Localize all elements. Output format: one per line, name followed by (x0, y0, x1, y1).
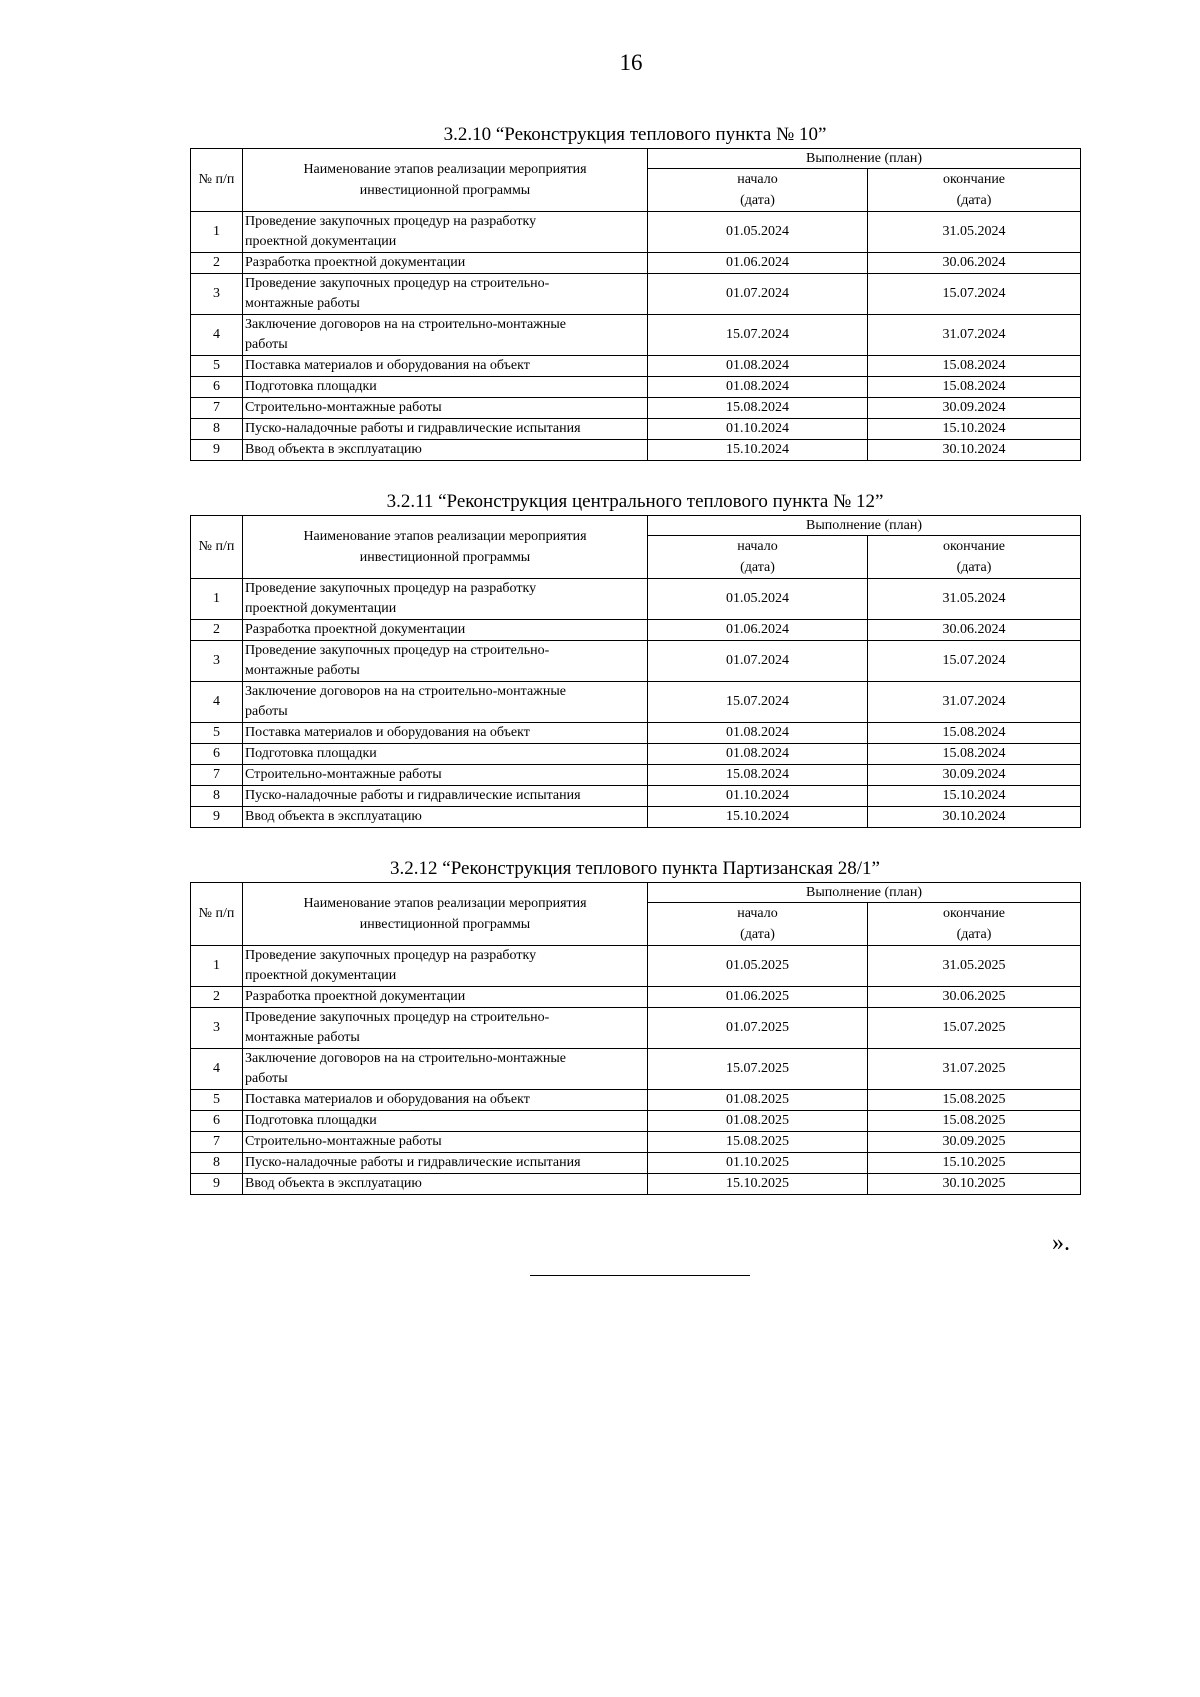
table-row (191, 987, 1081, 1008)
table-row (191, 274, 1081, 315)
row-name: Разработка проектной документации (243, 253, 648, 274)
row-name-line2: монтажные работы (245, 296, 360, 311)
table-row (191, 1049, 1081, 1090)
row-start-date: 01.06.2024 (648, 620, 868, 641)
row-name (243, 212, 648, 253)
row-name-line2: проектной документации (245, 601, 397, 616)
header-name-line2: инвестиционной программы (359, 183, 531, 198)
header-start (648, 903, 868, 946)
row-end-date: 30.09.2024 (868, 765, 1081, 786)
row-name (243, 641, 648, 682)
header-num: № п/п (191, 516, 243, 579)
row-start-date: 01.05.2024 (648, 579, 868, 620)
row-end-date: 30.06.2025 (868, 987, 1081, 1008)
row-end-date: 30.09.2025 (868, 1132, 1081, 1153)
page-number: 16 (619, 50, 643, 75)
row-name-line2: монтажные работы (245, 663, 360, 678)
row-end-date: 15.08.2024 (868, 377, 1081, 398)
row-end-date: 31.05.2024 (868, 579, 1081, 620)
row-name (243, 579, 648, 620)
header-execution: Выполнение (план) (648, 883, 1081, 903)
table-row (191, 641, 1081, 682)
row-start-date: 01.10.2024 (648, 419, 868, 440)
row-name (243, 274, 648, 315)
table-row (191, 398, 1081, 419)
table-row (191, 419, 1081, 440)
row-name: Разработка проектной документации (243, 987, 648, 1008)
row-name-line2: проектной документации (245, 968, 397, 983)
schedule-table (190, 882, 1081, 1195)
row-num: 3 (191, 1008, 243, 1049)
schedule-table (190, 148, 1081, 461)
row-start-date: 15.10.2025 (648, 1174, 868, 1195)
end-divider (530, 1275, 750, 1276)
row-start-date: 01.10.2025 (648, 1153, 868, 1174)
row-start-date: 01.07.2024 (648, 274, 868, 315)
row-name-line1: Проведение закупочных процедур на разработку (245, 948, 537, 963)
row-num: 3 (191, 641, 243, 682)
table-row (191, 315, 1081, 356)
row-num: 7 (191, 1132, 243, 1153)
row-num: 1 (191, 212, 243, 253)
row-name: Строительно-монтажные работы (243, 765, 648, 786)
row-name-line2: работы (245, 1071, 288, 1086)
row-num: 7 (191, 765, 243, 786)
header-end-line1: окончание (942, 172, 1006, 187)
table-row (191, 620, 1081, 641)
header-end-line2: (дата) (956, 193, 992, 208)
row-end-date: 31.07.2024 (868, 682, 1081, 723)
row-name-line1: Заключение договоров на на строительно-монтажные (245, 684, 566, 699)
row-num: 9 (191, 440, 243, 461)
row-name-line2: проектной документации (245, 234, 397, 249)
table-row (191, 1111, 1081, 1132)
row-end-date: 15.08.2024 (868, 744, 1081, 765)
header-start-line1: начало (737, 906, 778, 921)
row-end-date: 31.07.2024 (868, 315, 1081, 356)
row-name: Строительно-монтажные работы (243, 398, 648, 419)
schedule-table (190, 515, 1081, 828)
table-row (191, 1008, 1081, 1049)
header-name (243, 516, 648, 579)
header-num: № п/п (191, 883, 243, 946)
header-start (648, 169, 868, 212)
section-title: 3.2.12 “Реконструкция теплового пункта Партизанская 28/1” (390, 858, 880, 879)
header-start-line1: начало (737, 539, 778, 554)
row-num: 4 (191, 315, 243, 356)
row-name: Поставка материалов и оборудования на объект (243, 723, 648, 744)
row-num: 8 (191, 1153, 243, 1174)
row-num: 7 (191, 398, 243, 419)
table-row (191, 1153, 1081, 1174)
row-name: Подготовка площадки (243, 1111, 648, 1132)
table-row (191, 1090, 1081, 1111)
header-name (243, 149, 648, 212)
header-name-line2: инвестиционной программы (359, 917, 531, 932)
row-num: 5 (191, 723, 243, 744)
row-end-date: 15.10.2024 (868, 786, 1081, 807)
row-end-date: 30.10.2025 (868, 1174, 1081, 1195)
header-end (868, 536, 1081, 579)
row-start-date: 01.08.2024 (648, 744, 868, 765)
row-num: 1 (191, 946, 243, 987)
row-end-date: 15.10.2024 (868, 419, 1081, 440)
row-start-date: 01.08.2025 (648, 1090, 868, 1111)
row-start-date: 01.08.2024 (648, 377, 868, 398)
header-row (191, 516, 1081, 536)
row-num: 1 (191, 579, 243, 620)
row-end-date: 30.10.2024 (868, 807, 1081, 828)
row-name: Пуско-наладочные работы и гидравлические испытания (243, 786, 648, 807)
row-name-line1: Проведение закупочных процедур на строительно- (245, 643, 550, 658)
row-start-date: 01.06.2025 (648, 987, 868, 1008)
table-row (191, 765, 1081, 786)
table-row (191, 253, 1081, 274)
row-start-date: 15.08.2024 (648, 398, 868, 419)
row-num: 9 (191, 807, 243, 828)
header-start-line1: начало (737, 172, 778, 187)
row-name: Пуско-наладочные работы и гидравлические испытания (243, 1153, 648, 1174)
row-start-date: 01.07.2025 (648, 1008, 868, 1049)
header-row (191, 883, 1081, 903)
table-row (191, 212, 1081, 253)
row-end-date: 15.08.2025 (868, 1111, 1081, 1132)
section-title: 3.2.10 “Реконструкция теплового пункта № 10” (443, 124, 827, 145)
row-start-date: 15.10.2024 (648, 440, 868, 461)
row-name-line1: Заключение договоров на на строительно-монтажные (245, 317, 566, 332)
row-start-date: 15.08.2024 (648, 765, 868, 786)
row-name-line2: работы (245, 704, 288, 719)
header-end-line1: окончание (942, 539, 1006, 554)
header-start-line2: (дата) (740, 560, 775, 575)
row-start-date: 01.08.2024 (648, 356, 868, 377)
header-end-line2: (дата) (956, 927, 992, 942)
row-num: 6 (191, 744, 243, 765)
header-name-line2: инвестиционной программы (359, 550, 531, 565)
row-name: Ввод объекта в эксплуатацию (243, 1174, 648, 1195)
row-name-line1: Проведение закупочных процедур на строительно- (245, 1010, 550, 1025)
table-row (191, 356, 1081, 377)
header-end-line2: (дата) (956, 560, 992, 575)
row-end-date: 30.10.2024 (868, 440, 1081, 461)
row-start-date: 01.07.2024 (648, 641, 868, 682)
row-end-date: 15.08.2024 (868, 356, 1081, 377)
section-3-2-11 (190, 489, 1080, 828)
header-row (191, 149, 1081, 169)
header-name (243, 883, 648, 946)
row-name (243, 682, 648, 723)
row-num: 2 (191, 253, 243, 274)
row-num: 3 (191, 274, 243, 315)
row-end-date: 31.05.2025 (868, 946, 1081, 987)
row-name: Подготовка площадки (243, 377, 648, 398)
row-name: Разработка проектной документации (243, 620, 648, 641)
table-row (191, 440, 1081, 461)
row-num: 2 (191, 620, 243, 641)
row-end-date: 15.08.2024 (868, 723, 1081, 744)
header-end-line1: окончание (942, 906, 1006, 921)
row-name (243, 1008, 648, 1049)
section-3-2-10 (190, 122, 1080, 461)
row-start-date: 01.08.2024 (648, 723, 868, 744)
table-row (191, 807, 1081, 828)
row-end-date: 15.07.2024 (868, 641, 1081, 682)
row-start-date: 15.10.2024 (648, 807, 868, 828)
row-name (243, 315, 648, 356)
row-num: 8 (191, 419, 243, 440)
table-row (191, 377, 1081, 398)
row-name-line1: Проведение закупочных процедур на разработку (245, 581, 537, 596)
section-title: 3.2.11 “Реконструкция центрального теплового пункта № 12” (386, 491, 884, 512)
header-execution: Выполнение (план) (648, 149, 1081, 169)
section-3-2-12 (190, 856, 1080, 1195)
row-num: 5 (191, 356, 243, 377)
row-name (243, 1049, 648, 1090)
row-name-line1: Проведение закупочных процедур на строительно- (245, 276, 550, 291)
table-row (191, 946, 1081, 987)
row-num: 8 (191, 786, 243, 807)
header-start-line2: (дата) (740, 927, 775, 942)
row-name-line2: работы (245, 337, 288, 352)
header-end (868, 169, 1081, 212)
header-num: № п/п (191, 149, 243, 212)
row-name: Поставка материалов и оборудования на объект (243, 356, 648, 377)
row-num: 4 (191, 682, 243, 723)
closing-quote: ». (1052, 1230, 1070, 1256)
row-name: Пуско-наладочные работы и гидравлические испытания (243, 419, 648, 440)
row-start-date: 01.06.2024 (648, 253, 868, 274)
table-row (191, 744, 1081, 765)
header-name-line1: Наименование этапов реализации мероприятия (303, 529, 587, 544)
table-row (191, 723, 1081, 744)
row-name-line2: монтажные работы (245, 1030, 360, 1045)
row-num: 5 (191, 1090, 243, 1111)
header-name-line1: Наименование этапов реализации мероприятия (303, 162, 587, 177)
row-name-line1: Проведение закупочных процедур на разработку (245, 214, 537, 229)
table-row (191, 579, 1081, 620)
row-start-date: 01.10.2024 (648, 786, 868, 807)
row-name: Ввод объекта в эксплуатацию (243, 440, 648, 461)
header-start-line2: (дата) (740, 193, 775, 208)
header-end (868, 903, 1081, 946)
row-num: 9 (191, 1174, 243, 1195)
row-start-date: 01.05.2024 (648, 212, 868, 253)
row-num: 4 (191, 1049, 243, 1090)
row-start-date: 01.08.2025 (648, 1111, 868, 1132)
row-start-date: 01.05.2025 (648, 946, 868, 987)
row-end-date: 15.07.2024 (868, 274, 1081, 315)
row-name: Ввод объекта в эксплуатацию (243, 807, 648, 828)
table-row (191, 1174, 1081, 1195)
row-num: 2 (191, 987, 243, 1008)
row-end-date: 15.07.2025 (868, 1008, 1081, 1049)
row-end-date: 30.06.2024 (868, 253, 1081, 274)
row-end-date: 30.09.2024 (868, 398, 1081, 419)
row-name: Строительно-монтажные работы (243, 1132, 648, 1153)
table-row (191, 1132, 1081, 1153)
row-start-date: 15.08.2025 (648, 1132, 868, 1153)
row-end-date: 31.05.2024 (868, 212, 1081, 253)
row-end-date: 31.07.2025 (868, 1049, 1081, 1090)
header-start (648, 536, 868, 579)
table-row (191, 682, 1081, 723)
row-num: 6 (191, 1111, 243, 1132)
row-name-line1: Заключение договоров на на строительно-монтажные (245, 1051, 566, 1066)
row-start-date: 15.07.2024 (648, 682, 868, 723)
row-start-date: 15.07.2024 (648, 315, 868, 356)
table-row (191, 786, 1081, 807)
row-name: Подготовка площадки (243, 744, 648, 765)
row-num: 6 (191, 377, 243, 398)
row-end-date: 30.06.2024 (868, 620, 1081, 641)
row-start-date: 15.07.2025 (648, 1049, 868, 1090)
row-name: Поставка материалов и оборудования на объект (243, 1090, 648, 1111)
row-name (243, 946, 648, 987)
row-end-date: 15.08.2025 (868, 1090, 1081, 1111)
header-execution: Выполнение (план) (648, 516, 1081, 536)
row-end-date: 15.10.2025 (868, 1153, 1081, 1174)
header-name-line1: Наименование этапов реализации мероприятия (303, 896, 587, 911)
